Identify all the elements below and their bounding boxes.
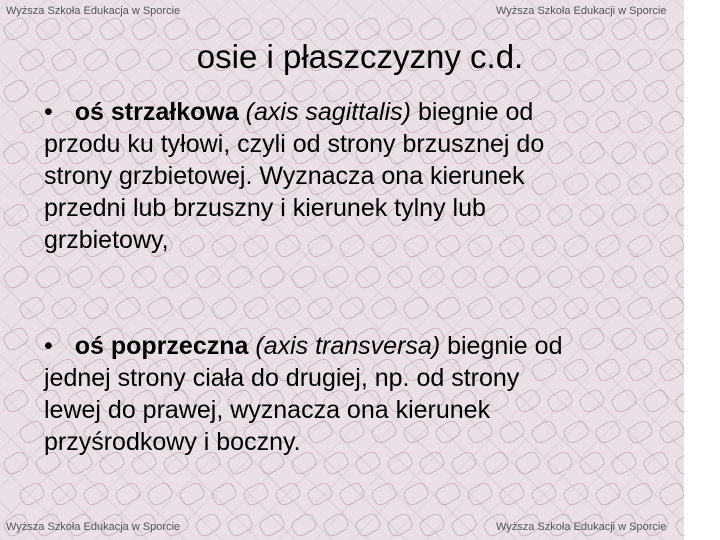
- watermark-stamp: [657, 480, 684, 508]
- watermark-stamp: [417, 511, 447, 539]
- watermark-stamp: [529, 294, 559, 322]
- watermark-stamp: [449, 263, 479, 291]
- paragraph-line: przyśrodkowy i boczny.: [44, 428, 301, 456]
- watermark-stamp: [673, 325, 684, 353]
- watermark-stamp: [17, 418, 47, 446]
- watermark-stamp: [193, 263, 223, 291]
- watermark-stamp: [1, 449, 31, 477]
- watermark-stamp: [625, 480, 655, 508]
- watermark-stamp: [673, 263, 684, 291]
- watermark-stamp: [1, 139, 31, 167]
- watermark-stamp: [1, 325, 31, 353]
- bullet-paragraph-transverse: [44, 330, 644, 458]
- watermark-stamp: [561, 480, 591, 508]
- text-run: biegnie od: [411, 98, 534, 126]
- bullet-paragraph-sagittal: [44, 96, 644, 256]
- watermark-stamp: [209, 480, 239, 508]
- watermark-stamp: [97, 263, 127, 291]
- watermark-stamp: [321, 511, 351, 539]
- watermark-stamp: [657, 232, 684, 260]
- watermark-stamp: [369, 294, 399, 322]
- watermark-stamp: [657, 294, 684, 322]
- paragraph-line: przodu ku tyłowi, czyli od strony brzusznej do: [44, 130, 545, 158]
- watermark-stamp: [673, 139, 684, 167]
- watermark-stamp: [673, 77, 684, 105]
- watermark-stamp: [641, 263, 671, 291]
- watermark-stamp: [609, 263, 639, 291]
- watermark-stamp: [657, 418, 684, 446]
- header-right-text: Wyższa Szkoła Edukacji w Sporcie: [496, 5, 667, 17]
- footer-right-text: Wyższa Szkoła Edukacji w Sporcie: [496, 521, 667, 533]
- watermark-stamp: [193, 511, 223, 539]
- watermark-stamp: [49, 480, 79, 508]
- watermark-stamp: [225, 263, 255, 291]
- watermark-stamp: [33, 263, 63, 291]
- paragraph-first-line: [44, 330, 644, 362]
- paragraph-line: lewej do prawej, wyznacza ona kierunek: [44, 396, 491, 424]
- watermark-stamp: [449, 511, 479, 539]
- watermark-stamp: [161, 263, 191, 291]
- watermark-stamp: [641, 325, 671, 353]
- watermark-stamp: [17, 356, 47, 384]
- watermark-stamp: [241, 294, 271, 322]
- watermark-stamp: [289, 511, 319, 539]
- watermark-stamp: [129, 263, 159, 291]
- watermark-stamp: [673, 387, 684, 415]
- footer-left-text: Wyższa Szkoła Edukacja w Sporcie: [6, 521, 181, 533]
- watermark-stamp: [65, 263, 95, 291]
- watermark-stamp: [49, 294, 79, 322]
- latin-term: (axis transversa): [255, 332, 441, 360]
- slide-right-margin: [684, 0, 720, 540]
- watermark-stamp: [497, 294, 527, 322]
- watermark-stamp: [225, 511, 255, 539]
- watermark-stamp: [593, 480, 623, 508]
- paragraph-line: grzbietowy,: [44, 226, 169, 254]
- term-bold: oś strzałkowa: [74, 98, 239, 126]
- watermark-stamp: [641, 139, 671, 167]
- watermark-stamp: [257, 263, 287, 291]
- watermark-stamp: [657, 108, 684, 136]
- watermark-stamp: [465, 294, 495, 322]
- watermark-stamp: [673, 201, 684, 229]
- watermark-stamp: [529, 480, 559, 508]
- watermark-stamp: [81, 480, 111, 508]
- watermark-stamp: [17, 294, 47, 322]
- watermark-stamp: [465, 480, 495, 508]
- watermark-stamp: [337, 480, 367, 508]
- watermark-stamp: [433, 294, 463, 322]
- watermark-stamp: [273, 294, 303, 322]
- watermark-stamp: [1, 77, 31, 105]
- watermark-stamp: [1, 201, 31, 229]
- watermark-stamp: [641, 201, 671, 229]
- watermark-stamp: [209, 294, 239, 322]
- watermark-stamp: [401, 480, 431, 508]
- watermark-stamp: [113, 480, 143, 508]
- watermark-stamp: [417, 263, 447, 291]
- bullet-marker: •: [44, 98, 53, 126]
- watermark-stamp: [289, 263, 319, 291]
- watermark-stamp: [385, 511, 415, 539]
- watermark-stamp: [1, 263, 31, 291]
- watermark-stamp: [561, 294, 591, 322]
- watermark-stamp: [17, 232, 47, 260]
- watermark-stamp: [145, 294, 175, 322]
- text-run: biegnie od: [440, 332, 563, 360]
- watermark-stamp: [593, 294, 623, 322]
- slide-title: osie i płaszczyzny c.d.: [196, 38, 524, 75]
- paragraph-line: strony grzbietowej. Wyznacza ona kierunek: [44, 162, 525, 190]
- watermark-stamp: [177, 480, 207, 508]
- watermark-stamp: [433, 480, 463, 508]
- watermark-stamp: [1, 387, 31, 415]
- watermark-stamp: [17, 108, 47, 136]
- watermark-stamp: [513, 263, 543, 291]
- watermark-stamp: [241, 480, 271, 508]
- watermark-stamp: [305, 480, 335, 508]
- watermark-stamp: [497, 480, 527, 508]
- paragraph-line: jednej strony ciała do drugiej, np. od strony: [44, 364, 520, 392]
- watermark-stamp: [401, 294, 431, 322]
- paragraph-line: przedni lub brzuszny i kierunek tylny lub: [44, 194, 486, 222]
- watermark-stamp: [145, 480, 175, 508]
- watermark-stamp: [641, 77, 671, 105]
- watermark-stamp: [17, 170, 47, 198]
- watermark-stamp: [385, 263, 415, 291]
- paragraph-first-line: [44, 96, 644, 128]
- watermark-stamp: [113, 294, 143, 322]
- watermark-stamp: [337, 294, 367, 322]
- watermark-stamp: [673, 449, 684, 477]
- watermark-stamp: [321, 263, 351, 291]
- watermark-stamp: [641, 449, 671, 477]
- watermark-stamp: [657, 356, 684, 384]
- watermark-stamp: [641, 387, 671, 415]
- watermark-stamp: [305, 294, 335, 322]
- watermark-stamp: [17, 480, 47, 508]
- watermark-stamp: [353, 511, 383, 539]
- header-left-text: Wyższa Szkoła Edukacja w Sporcie: [6, 5, 181, 17]
- watermark-stamp: [353, 263, 383, 291]
- watermark-stamp: [625, 294, 655, 322]
- watermark-stamp: [577, 263, 607, 291]
- watermark-stamp: [673, 511, 684, 539]
- bullet-marker: •: [44, 332, 53, 360]
- watermark-stamp: [481, 263, 511, 291]
- watermark-stamp: [81, 294, 111, 322]
- latin-term: (axis sagittalis): [245, 98, 411, 126]
- watermark-stamp: [545, 263, 575, 291]
- watermark-stamp: [257, 511, 287, 539]
- watermark-stamp: [657, 170, 684, 198]
- term-bold: oś poprzeczna: [74, 332, 249, 360]
- watermark-stamp: [177, 294, 207, 322]
- watermark-stamp: [273, 480, 303, 508]
- watermark-stamp: [369, 480, 399, 508]
